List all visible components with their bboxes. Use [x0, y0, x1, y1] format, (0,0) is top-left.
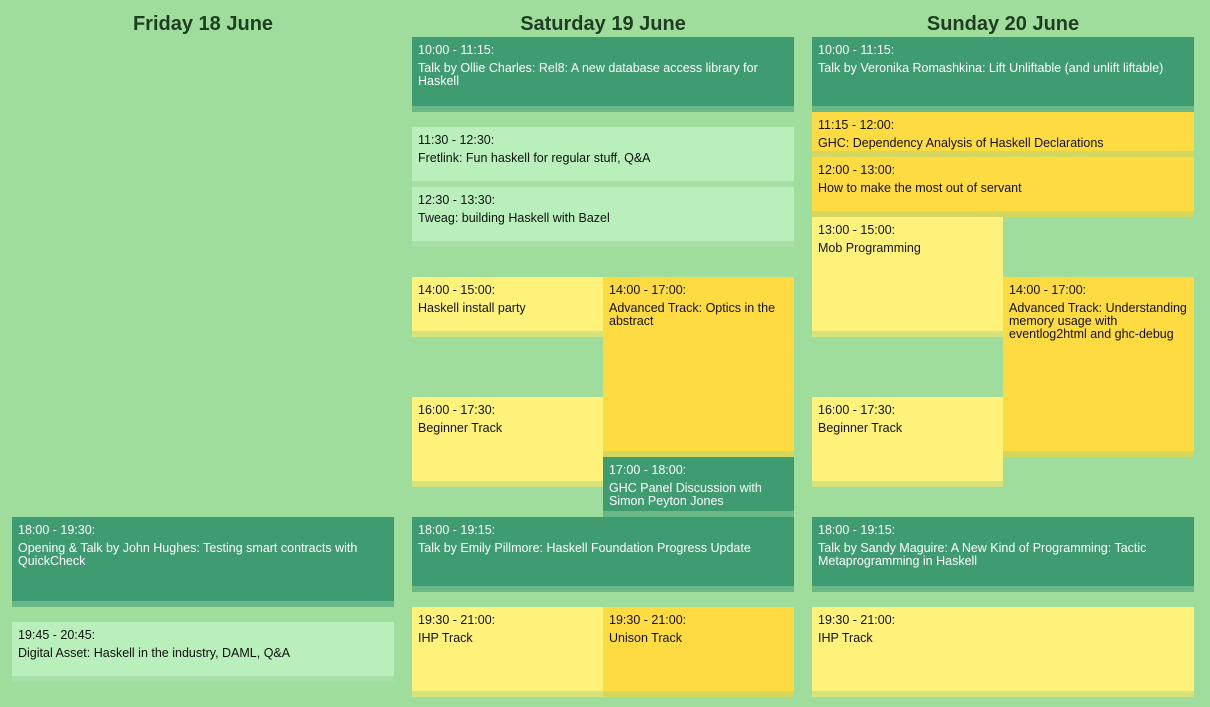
event-time: 19:45 - 20:45: — [18, 628, 96, 642]
event-title: How to make the most out of servant — [818, 181, 1022, 195]
event-title: Fretlink: Fun haskell for regular stuff, Q&A — [418, 151, 651, 165]
day-header-friday: Friday 18 June — [132, 13, 274, 35]
event-time: 11:15 - 12:00: — [818, 118, 895, 132]
event-title: Advanced Track: Optics in the abstract — [609, 301, 776, 328]
event-card[interactable] — [412, 517, 794, 592]
event-time: 10:00 - 11:15: — [818, 43, 895, 57]
event-title: GHC: Dependency Analysis of Haskell Declarations — [818, 136, 1104, 150]
event-card[interactable] — [1003, 277, 1194, 457]
event-time: 12:30 - 13:30: — [418, 193, 496, 207]
event-title: Mob Programming — [818, 241, 921, 255]
event-time: 13:00 - 15:00: — [818, 223, 896, 237]
event-time: 18:00 - 19:15: — [818, 523, 896, 537]
event-title: Talk by Sandy Maguire: A New Kind of Programming: Tactic Metaprogramming in Haskell — [818, 541, 1147, 568]
event-title: Haskell install party — [418, 301, 526, 315]
event-card[interactable] — [812, 517, 1194, 592]
event-card[interactable] — [812, 397, 1003, 487]
event-card[interactable] — [812, 217, 1003, 337]
event-title: Tweag: building Haskell with Bazel — [418, 211, 610, 225]
day-header-sunday: Sunday 20 June — [926, 13, 1080, 35]
event-card[interactable] — [12, 622, 394, 682]
event-title: Opening & Talk by John Hughes: Testing smart contracts with QuickCheck — [18, 541, 358, 568]
event-title: Advanced Track: Understanding memory usage with eventlog2html and ghc-debug — [1009, 301, 1187, 341]
event-card[interactable] — [412, 187, 794, 247]
event-card[interactable] — [412, 127, 794, 187]
event-time: 19:30 - 21:00: — [418, 613, 496, 627]
day-header-saturday: Saturday 19 June — [520, 13, 686, 35]
event-card[interactable] — [603, 457, 794, 517]
event-time: 14:00 - 17:00: — [1009, 283, 1087, 297]
event-time: 14:00 - 17:00: — [609, 283, 687, 297]
event-card[interactable] — [412, 397, 603, 487]
event-time: 19:30 - 21:00: — [818, 613, 896, 627]
event-title: IHP Track — [418, 631, 473, 645]
event-time: 18:00 - 19:15: — [418, 523, 496, 537]
event-title: IHP Track — [818, 631, 873, 645]
event-title: GHC Panel Discussion with Simon Peyton Jones — [609, 481, 762, 508]
event-card[interactable] — [812, 37, 1194, 112]
event-title: Talk by Veronika Romashkina: Lift Unliftable (and unlift liftable) — [818, 61, 1164, 75]
event-card[interactable] — [812, 157, 1194, 217]
event-time: 12:00 - 13:00: — [818, 163, 896, 177]
event-title: Unison Track — [609, 631, 682, 645]
event-time: 11:30 - 12:30: — [418, 133, 495, 147]
event-time: 14:00 - 15:00: — [418, 283, 496, 297]
event-time: 17:00 - 18:00: — [609, 463, 687, 477]
event-title: Talk by Emily Pillmore: Haskell Foundation Progress Update — [418, 541, 751, 555]
event-card[interactable] — [603, 607, 794, 697]
event-card[interactable] — [412, 37, 794, 112]
event-title: Beginner Track — [418, 421, 503, 435]
event-card[interactable] — [812, 607, 1194, 697]
event-title: Digital Asset: Haskell in the industry, DAML, Q&A — [18, 646, 291, 660]
event-card[interactable] — [603, 277, 794, 457]
event-card[interactable] — [12, 517, 394, 607]
event-time: 19:30 - 21:00: — [609, 613, 687, 627]
event-time: 18:00 - 19:30: — [18, 523, 96, 537]
event-card[interactable] — [812, 112, 1194, 157]
event-title: Beginner Track — [818, 421, 903, 435]
event-card[interactable] — [412, 607, 603, 697]
event-time: 10:00 - 11:15: — [418, 43, 495, 57]
event-card[interactable] — [412, 277, 603, 337]
event-time: 16:00 - 17:30: — [818, 403, 896, 417]
event-time: 16:00 - 17:30: — [418, 403, 496, 417]
event-title: Talk by Ollie Charles: Rel8: A new database access library for Haskell — [418, 61, 758, 88]
